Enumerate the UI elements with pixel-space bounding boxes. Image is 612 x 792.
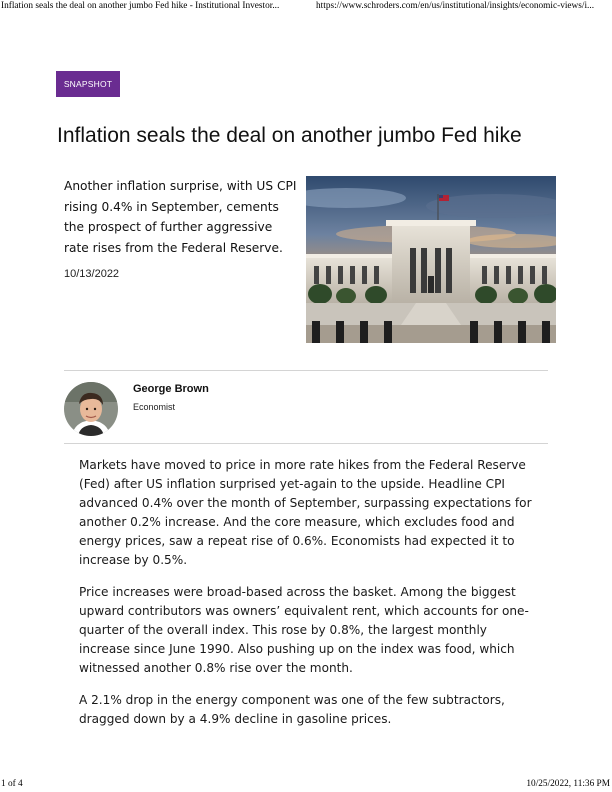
article-body bbox=[79, 456, 541, 742]
print-datetime: 10/25/2022, 11:36 PM bbox=[526, 779, 610, 789]
body-paragraph: Price increases were broad-based across the basket. Among the biggest upward contributors was owners’ equivalent rent, which accounts for one-quarter of the overall index. This rose by 0.8%, the largest monthly increase since June 1990. Also pushing up on the index was food, which witnessed another 0.8% rise over the month. bbox=[79, 585, 529, 675]
body-paragraph: Markets have moved to price in more rate hikes from the Federal Reserve (Fed) after US inflation surprised yet-again to the upside. Headline CPI advanced 0.4% over the month of September, surpassing expectations for another 0.2% increase. And the core measure, which excludes food and energy prices, saw a repeat rise of 0.6%. Economists had expected it to increase by 0.5%. bbox=[79, 458, 532, 567]
author-role: Economist bbox=[133, 402, 176, 412]
print-header bbox=[0, 1, 612, 13]
divider-bottom bbox=[64, 443, 548, 444]
page-number: 1 of 4 bbox=[1, 779, 23, 789]
print-header-title: Inflation seals the deal on another jumbo Fed hike - Institutional Investor... bbox=[1, 1, 280, 11]
article-headline: Inflation seals the deal on another jumbo Fed hike bbox=[57, 124, 522, 147]
body-paragraph: A 2.1% drop in the energy component was one of the few subtractors, dragged down by a 4.9% decline in gasoline prices. bbox=[79, 693, 505, 726]
author-avatar[interactable] bbox=[64, 382, 118, 436]
author-name[interactable]: George Brown bbox=[133, 383, 209, 395]
hero-image bbox=[306, 176, 556, 343]
snapshot-badge[interactable]: SNAPSHOT bbox=[56, 71, 120, 97]
print-header-url: https://www.schroders.com/en/us/institutional/insights/economic-views/i... bbox=[316, 1, 595, 11]
article-date: 10/13/2022 bbox=[64, 268, 120, 280]
divider-top bbox=[64, 370, 548, 371]
print-footer bbox=[0, 779, 612, 791]
article-summary: Another inflation surprise, with US CPI rising 0.4% in September, cements the prospect of further aggressive rate rises from the Federal Reserve. bbox=[64, 179, 297, 255]
